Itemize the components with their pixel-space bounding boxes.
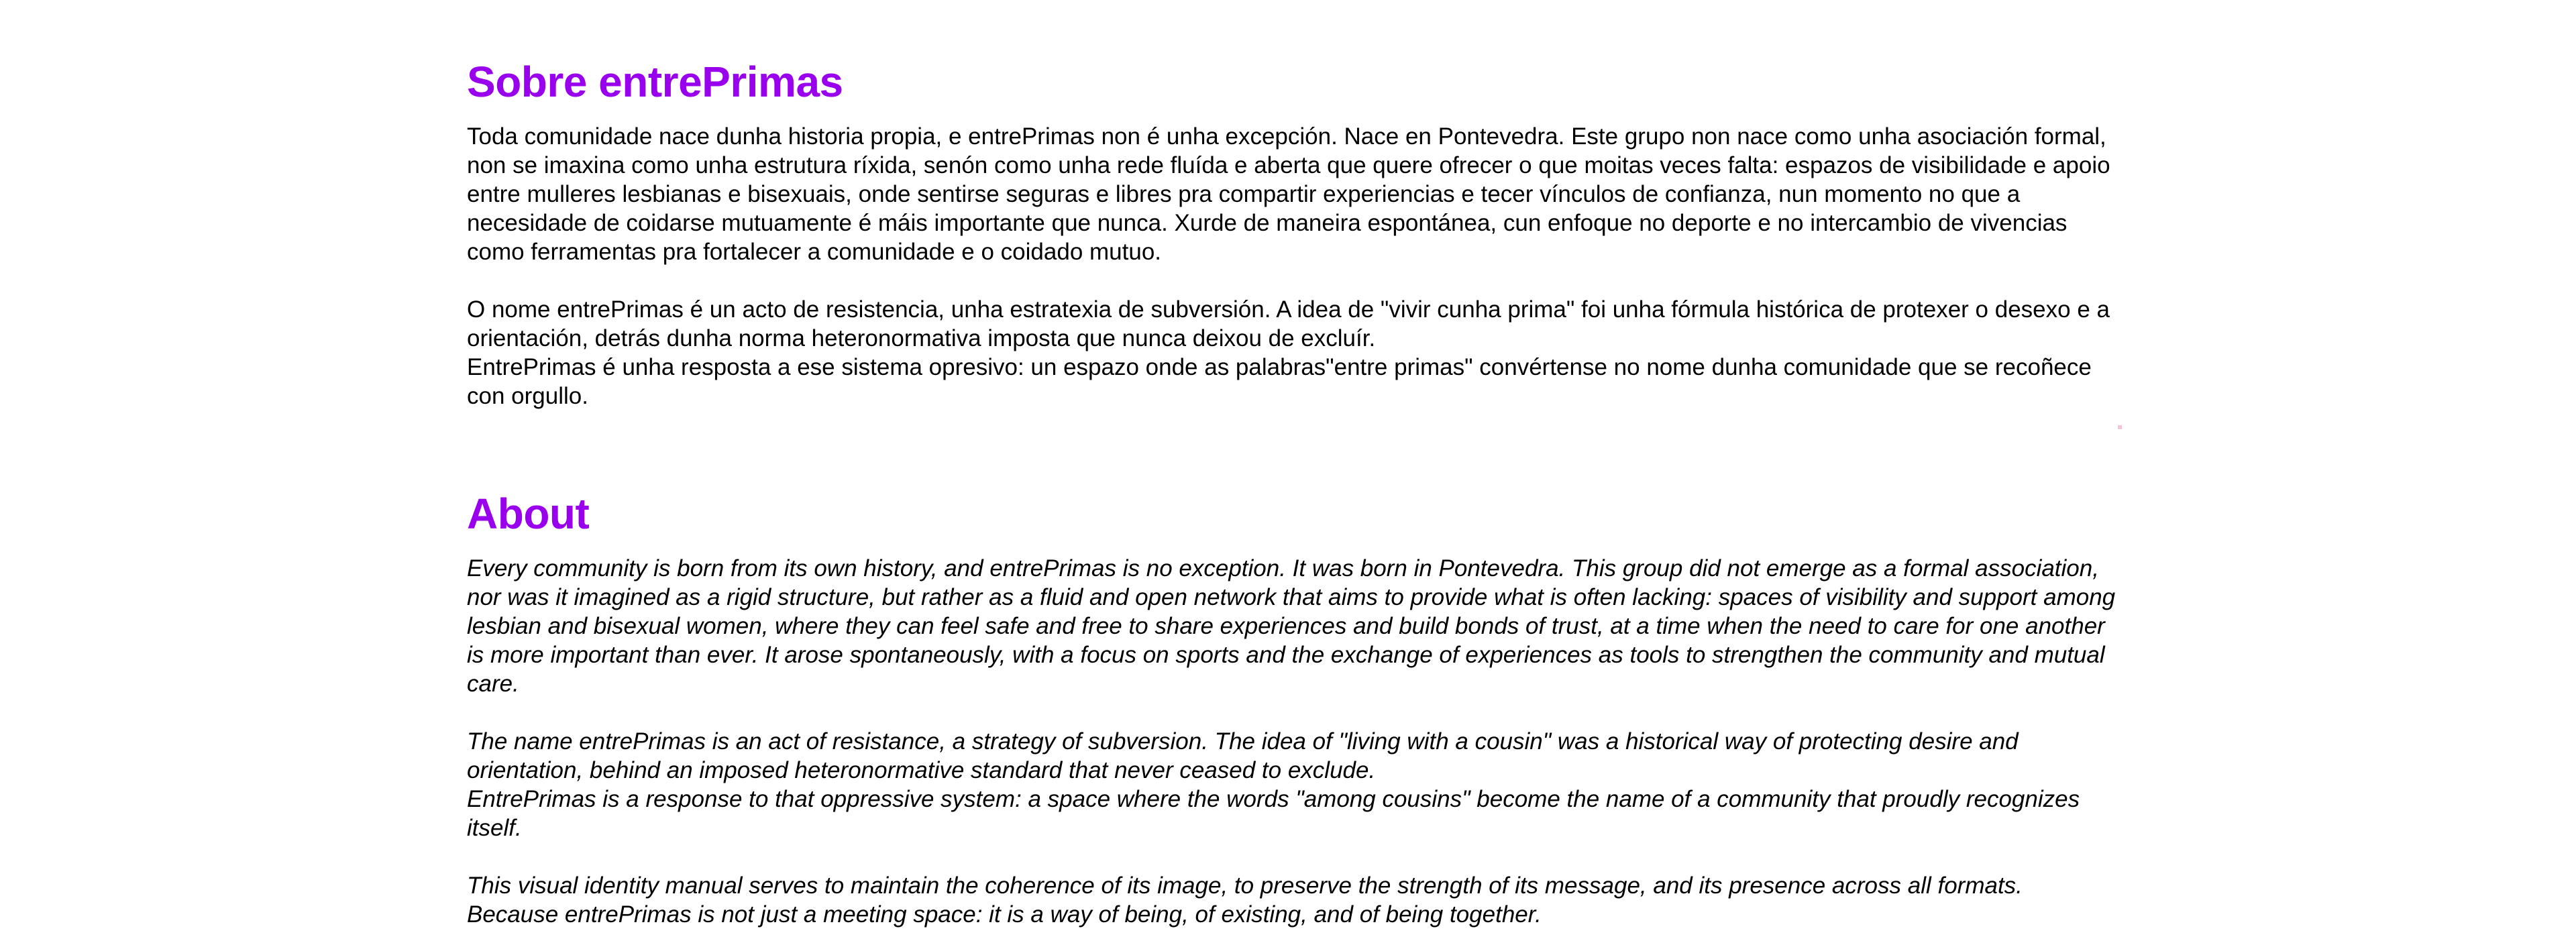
about-section-english <box>467 483 2117 929</box>
decorative-dot <box>2118 425 2122 429</box>
about-section-galician <box>467 51 2117 410</box>
paragraph-english-2: The name entrePrimas is an act of resistance, a strategy of subversion. The idea of "living with a cousin" was a historical way of protecting desire and orientation, behind an imposed heteronormative standard that never ceased to exclude. EntrePrimas is a response to that oppressive system: a space where the words "among cousins" become the name of a community that proudly recognizes itself. <box>467 728 2080 841</box>
paragraph-english-3: This visual identity manual serves to maintain the coherence of its image, to preserve the strength of its message, and its presence across all formats. Because entrePrimas is not just a meeting space: it is a way of being, of existing, and of being together. <box>467 873 2023 928</box>
paragraph-galician-1: Toda comunidade nace dunha historia propia, e entrePrimas non é unha excepción. Nace en Pontevedra. Este grupo non nace como unha asociación formal, non se imaxina como unha estrutura ríxida, senón como unha rede fluída e aberta que quere ofrecer o que moitas veces falta: espazos de visibilidade e apoio entre mulleres lesbianas e bisexuais, onde sentirse seguras e libres pra compartir experiencias e tecer vínculos de confianza, nun momento no que a necesidade de coidarse mutuamente é máis importante que nunca. Xurde de maneira espontánea, cun enfoque no deporte e no intercambio de vivencias como ferramentas pra fortalecer a comunidade e o coidado mutuo. <box>467 123 2110 265</box>
main-content <box>467 51 2117 929</box>
paragraph-galician-2: O nome entrePrimas é un acto de resistencia, unha estratexia de subversión. A idea de "vivir cunha prima" foi unha fórmula histórica de protexer o desexo e a orientación, detrás dunha norma heteronormativa imposta que nunca deixou de excluír. EntrePrimas é unha resposta a ese sistema opresivo: un espazo onde as palabras"entre primas" convértense no nome dunha comunidade que se recoñece con orgullo. <box>467 296 2110 409</box>
paragraph-english-1: Every community is born from its own history, and entrePrimas is no exception. It was born in Pontevedra. This group did not emerge as a formal association, nor was it imagined as a rigid structure, but rather as a fluid and open network that aims to provide what is often lacking: spaces of visibility and support among lesbian and bisexual women, where they can feel safe and free to share experiences and build bonds of trust, at a time when the need to care for one another is more important than ever. It arose spontaneously, with a focus on sports and the exchange of experiences as tools to strengthen the community and mutual care. <box>467 555 2116 697</box>
section-title-english: About <box>467 490 590 538</box>
section-title-galician: Sobre entrePrimas <box>467 58 843 106</box>
